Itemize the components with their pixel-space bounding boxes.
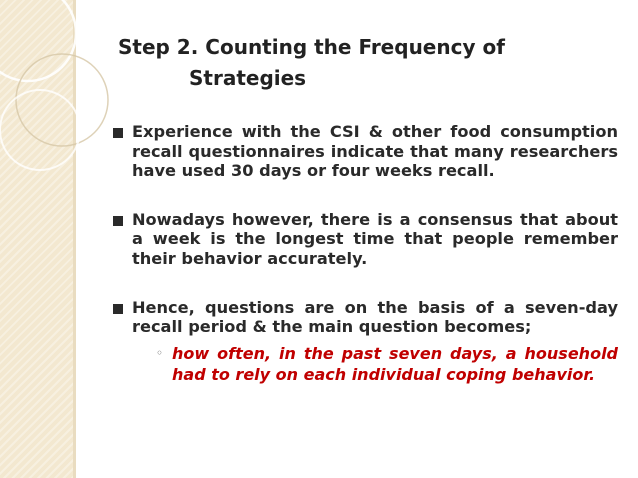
square-bullet-icon <box>112 215 124 227</box>
bullet-text: Experience with the CSI & other food consumption recall questionnaires indicate that many researchers have used 30 days or four weeks recall. <box>132 122 618 181</box>
bullet-text: Hence, questions are on the basis of a seven-day recall period & the main question becomes; <box>132 297 618 337</box>
square-bullet-icon <box>112 127 124 139</box>
bullet-list <box>112 122 618 385</box>
title-line-2: Strategies <box>189 66 307 90</box>
square-bullet-icon <box>112 303 124 315</box>
slide-title <box>118 32 505 94</box>
bullet-item-1 <box>112 122 618 181</box>
title-line-1: Step 2. Counting the Frequency of <box>118 35 505 59</box>
hollow-circle-bullet-icon: ◦ <box>156 345 164 360</box>
bullet-item-3 <box>112 298 618 385</box>
bullet-text: Nowadays however, there is a consensus that about a week is the longest time that people remember their behavior accurately. <box>132 209 618 268</box>
bullet-item-2 <box>112 210 618 269</box>
sub-bullet-text: how often, in the past seven days, a household had to rely on each individual coping behavior. <box>172 343 618 384</box>
sub-bullet-item <box>132 343 618 385</box>
